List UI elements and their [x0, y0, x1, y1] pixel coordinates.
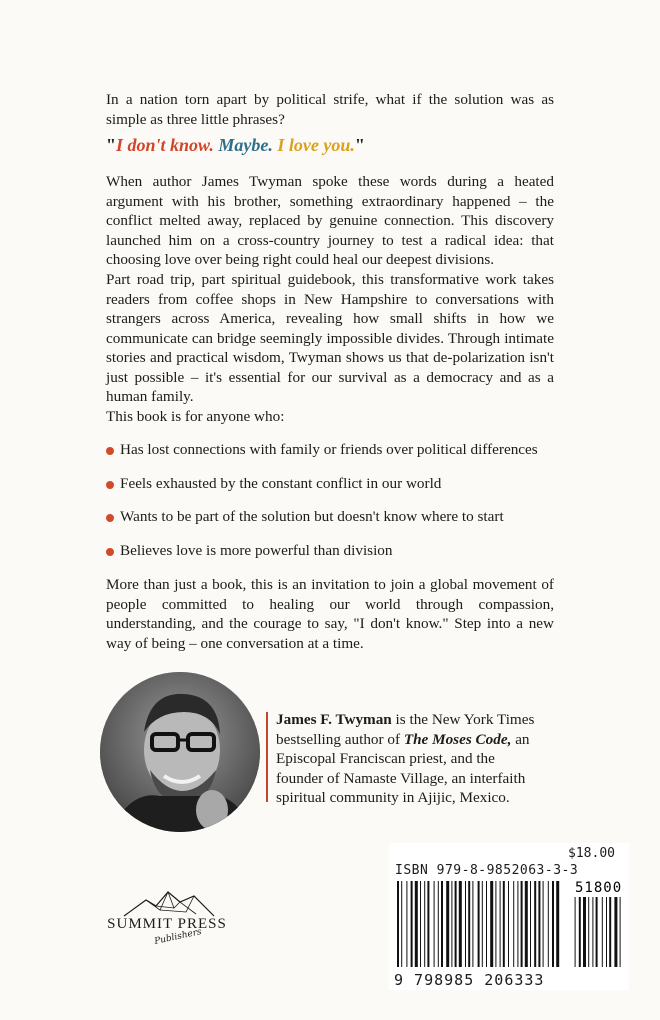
list-item: Feels exhausted by the constant conflict in our world: [106, 474, 566, 508]
barcode-bar: [500, 881, 501, 967]
barcode-bar: [411, 881, 413, 967]
barcode-bar: [415, 881, 418, 967]
intro-paragraph: In a nation torn apart by political strife, what if the solution was as simple as three little phrases?: [106, 91, 554, 128]
barcode-bar: [482, 881, 483, 967]
tagline-phrase-3: I love you.: [277, 135, 355, 155]
paragraph-story: When author James Twyman spoke these words during a heated argument with his brother, something extraordinary happened – the conflict melted away, replaced by genuine connection. This discovery launched him on a cross-country journey to test a radical idea: that choosing love over being right could heal our deepest divisions.: [106, 173, 554, 268]
barcode-bar: [543, 881, 544, 967]
barcode: [389, 843, 629, 990]
barcode-bar: [552, 881, 554, 967]
barcode-bar: [434, 881, 435, 967]
barcode-bar: [438, 881, 439, 967]
barcode-bar: [406, 881, 407, 967]
addon-bar: [583, 897, 586, 967]
audience-list: [106, 440, 566, 574]
publisher-sub: Publishers: [153, 927, 203, 947]
bullet-dot-icon: [106, 514, 114, 522]
barcode-bar: [446, 881, 449, 967]
barcode-bar: [530, 881, 531, 967]
barcode-bar: [397, 881, 399, 967]
author-portrait-icon: [100, 672, 260, 832]
barcode-bars-icon: [389, 843, 629, 990]
isbn-label: ISBN 979-8-9852063-3-3: [395, 863, 579, 878]
author-name: James F. Twyman: [276, 711, 392, 728]
barcode-bar: [486, 881, 487, 967]
publisher-name: SUMMIT PRESS: [107, 916, 227, 932]
addon-digits: 51800: [575, 880, 623, 896]
list-item: Has lost connections with family or friends over political differences: [106, 440, 566, 474]
addon-bar: [596, 897, 598, 967]
barcode-bar: [513, 881, 514, 967]
barcode-bar: [495, 881, 496, 967]
list-item: Wants to be part of the solution but doesn't know where to start: [106, 507, 566, 541]
bio-text-2: an Episcopal Franciscan priest, and the founder of Namaste Village, an interfaith spiritual community in Ajijic, Mexico.: [276, 730, 530, 806]
addon-bar: [592, 897, 593, 967]
barcode-bar: [427, 881, 429, 967]
barcode-bar: [517, 881, 518, 967]
barcode-bar: [420, 881, 421, 967]
addon-bar: [602, 897, 603, 967]
paragraph-description: Part road trip, part spiritual guidebook, this transformative work takes readers from coffee shops in New Hampshire to conversations with strangers across America, revealing how small shifts in how we communicate can bridge seemingly impossible divides. Through intimate stories and practical wisdom, Twyman shows us that de-polarization isn't just possible – it's essential for our survival as a democracy and as a human family.: [106, 271, 554, 405]
tagline-phrase-2: Maybe.: [218, 135, 273, 155]
price-label: $18.00: [568, 846, 615, 861]
tagline-phrase-1: I don't know.: [116, 135, 214, 155]
addon-bar: [579, 897, 581, 967]
barcode-bar: [525, 881, 528, 967]
addon-bar: [620, 897, 621, 967]
addon-bar: [588, 897, 589, 967]
barcode-bar: [490, 881, 493, 967]
barcode-bar: [534, 881, 536, 967]
tagline-open-quote: ": [106, 135, 116, 155]
publisher-logo: [100, 886, 234, 950]
barcode-bar: [465, 881, 466, 967]
addon-bar: [606, 897, 607, 967]
bio-text-1: is the New York Times bestselling author of: [276, 711, 535, 748]
paragraph-invitation: More than just a book, this is an invitation to join a global movement of people committed to healing our world through compassion, understanding, and the courage to say, "I don't know." Step into a new way of being – one conversation at a time.: [106, 576, 554, 652]
barcode-bar: [556, 881, 559, 967]
barcode-bar: [468, 881, 470, 967]
barcode-bar: [441, 881, 443, 967]
barcode-bar: [451, 881, 452, 967]
barcode-bar: [538, 881, 540, 967]
bio-divider: [266, 712, 268, 802]
bullet-dot-icon: [106, 447, 114, 455]
bullet-dot-icon: [106, 481, 114, 489]
author-photo: [100, 672, 260, 832]
barcode-bar: [455, 881, 457, 967]
bullet-dot-icon: [106, 548, 114, 556]
barcode-bar: [401, 881, 402, 967]
tagline-close-quote: ": [354, 135, 365, 155]
tagline: [106, 135, 554, 156]
addon-bar: [575, 897, 576, 967]
paragraph-audience: This book is for anyone who:: [106, 408, 285, 425]
barcode-bar: [503, 881, 505, 967]
addon-bar: [609, 897, 611, 967]
addon-bar: [614, 897, 617, 967]
barcode-bar: [424, 881, 425, 967]
barcode-bar: [472, 881, 473, 967]
barcode-bar: [478, 881, 480, 967]
list-item: Believes love is more powerful than division: [106, 541, 566, 575]
author-bio: [276, 710, 541, 808]
book-title: The Moses Code,: [403, 730, 512, 748]
barcode-bar: [508, 881, 509, 967]
barcode-bar: [521, 881, 523, 967]
barcode-digits: 9 798985 206333: [394, 971, 545, 989]
barcode-bar: [548, 881, 549, 967]
barcode-bar: [459, 881, 462, 967]
